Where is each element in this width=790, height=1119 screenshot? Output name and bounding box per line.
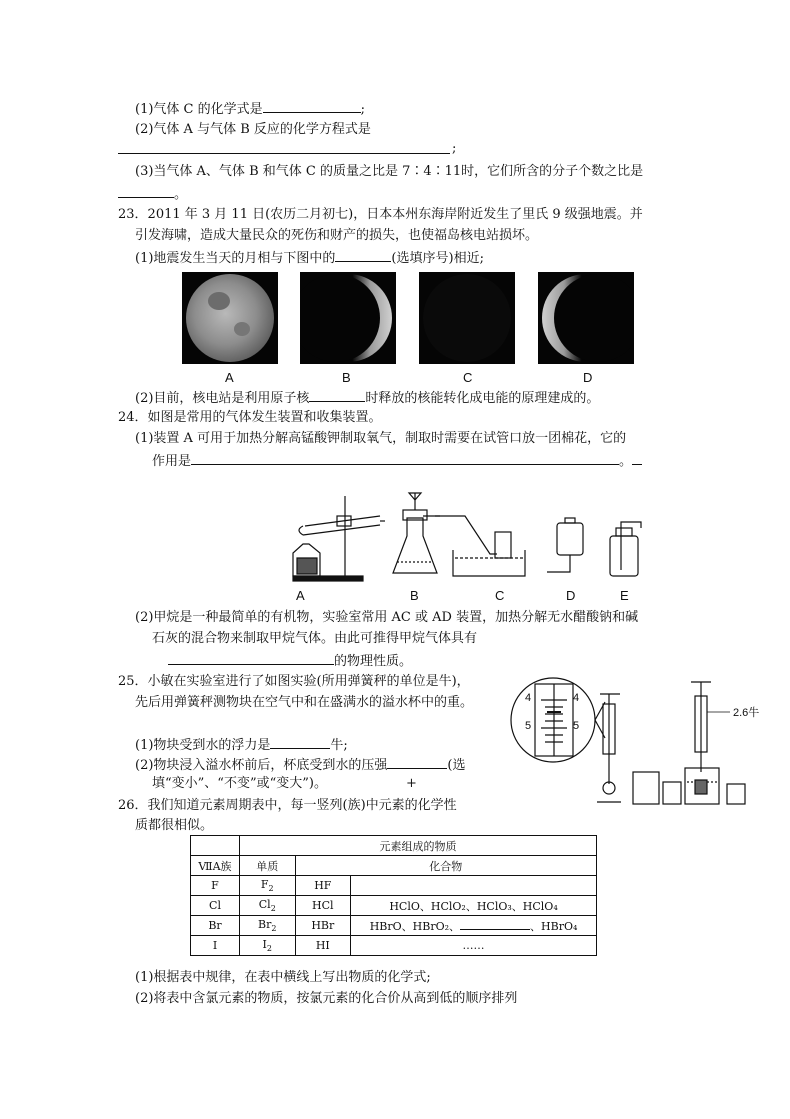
table-corner [191, 836, 240, 856]
q22-part1: (1)气体 C 的化学式是 ; [135, 102, 366, 117]
moon-crater [208, 292, 230, 310]
scale-tick-label: 4 [525, 692, 532, 704]
answer-blank[interactable] [191, 452, 619, 465]
q25-stem-1: 25．小敏在实验室进行了如图实验(所用弹簧秤的单位是牛)， [118, 674, 470, 689]
q22-part2-end: ; [452, 141, 457, 156]
answer-blank[interactable] [118, 153, 450, 154]
magnified-scale-circle [511, 678, 595, 762]
cell-element: I [191, 936, 240, 956]
cell-element: F [191, 876, 240, 896]
cell-hx: HCl [295, 896, 351, 916]
table-group-header: 元素组成的物质 [240, 836, 597, 856]
apparatus-a [293, 496, 385, 581]
answer-blank[interactable] [460, 917, 530, 930]
cell-simple: $Cl_2$ [240, 896, 296, 916]
q24-stem: 24．如图是常用的气体发生装置和收集装置。 [118, 410, 382, 425]
moon-phase-a [182, 272, 278, 364]
cell-oxy: HClO、HClO₂、HClO₃、HClO₄ [351, 896, 597, 916]
cell-hx: HI [295, 936, 351, 956]
table-row [191, 916, 597, 936]
q26-part1: (1)根据表中规律，在表中横线上写出物质的化学式; [135, 970, 431, 985]
q23-part1: (1)地震发生当天的月相与下图中的 (选填序号)相近; [135, 251, 484, 266]
table-row [191, 936, 597, 956]
scale-reading: 2.6牛 [733, 707, 760, 719]
q25-part1: (1)物块受到水的浮力是 牛; [135, 738, 348, 753]
q24-part2-c: 的物理性质。 [168, 652, 412, 670]
apparatus-b [393, 493, 440, 573]
apparatus-e [610, 522, 641, 576]
cell-oxy: HBrO、HBrO₂、 、HBrO₄ [351, 916, 597, 936]
moon-phase-b [300, 272, 396, 364]
answer-blank[interactable] [335, 249, 391, 262]
q26-stem-1: 26．我们知道元素周期表中，每一竖列(族)中元素的化学性 [118, 798, 457, 813]
answer-blank[interactable] [118, 185, 174, 198]
q24-part2-b: 石灰的混合物来制取甲烷气体。由此可推得甲烷气体具有 [152, 631, 478, 646]
scale-tick-label: 5 [525, 720, 532, 732]
full-moon-icon [186, 274, 274, 362]
spring-scale-figure [505, 672, 775, 812]
table-row [191, 876, 597, 896]
apparatus-d [547, 518, 583, 572]
cell-element: Br [191, 916, 240, 936]
halogen-table [190, 835, 597, 956]
moon-label: A [225, 370, 234, 385]
apparatus-c [435, 516, 525, 576]
cell-element: Cl [191, 896, 240, 916]
new-moon-icon [423, 274, 511, 362]
q25-stem-2: 先后用弹簧秤测物块在空气中和在盛满水的溢水杯中的重。 [135, 695, 474, 710]
q23-stem-1: 23．2011 年 3 月 11 日(农历二月初七)，日本本州东海岸附近发生了里氏 9 级强地震。并 [118, 207, 643, 222]
q23-part2: (2)目前，核电站是利用原子核 时释放的核能转化成电能的原理建成的。 [135, 391, 600, 406]
apparatus-label: C [495, 588, 505, 603]
stray-mark: + [406, 776, 417, 791]
moon-phase-d [538, 272, 634, 364]
q22-part2: (2)气体 A 与气体 B 反应的化学方程式是 [135, 122, 371, 137]
cell-simple: $I_2$ [240, 936, 296, 956]
moon-label: C [463, 370, 473, 385]
moon-crater [234, 322, 250, 336]
answer-blank[interactable] [263, 100, 361, 113]
cell-hx: HF [295, 876, 351, 896]
apparatus-label: E [620, 588, 629, 603]
q23-stem-2: 引发海啸，造成大量民众的死伤和财产的损失，也使福岛核电站损坏。 [135, 228, 539, 243]
cell-simple: $Br_2$ [240, 916, 296, 936]
apparatus-label: A [296, 588, 305, 603]
col-header-group: ⅦA族 [191, 856, 240, 876]
col-header-compound: 化合物 [295, 856, 596, 876]
q22-part3: (3)当气体 A、气体 B 和气体 C 的质量之比是 7∶4∶11时，它们所含的分子个数之比是 [135, 164, 644, 179]
moon-phase-c [419, 272, 515, 364]
scale-tick-label: 4 [573, 692, 580, 704]
q25-part2: (2)物块浸入溢水杯前后，杯底受到水的压强 (选 [135, 758, 466, 773]
cell-oxy [351, 876, 597, 896]
q25-part2-b: 填“变小”、“不变”或“变大”)。 [152, 776, 327, 791]
apparatus-label: D [566, 588, 576, 603]
answer-blank[interactable] [270, 736, 330, 749]
blank-tail [632, 452, 642, 465]
spring-scale-drawing [505, 672, 775, 812]
scale-tick-label: 5 [573, 720, 580, 732]
gas-apparatus-diagram [285, 488, 655, 588]
cell-hx: HBr [295, 916, 351, 936]
moon-shadow [554, 274, 634, 362]
table-row [191, 896, 597, 916]
col-header-simple: 单质 [240, 856, 296, 876]
q24-part2-a: (2)甲烷是一种最简单的有机物，实验室常用 AC 或 AD 装置，加热分解无水醋酸钠和碱 [135, 610, 639, 625]
q26-part2: (2)将表中含氯元素的物质，按氯元素的化合价从高到低的顺序排列 [135, 991, 518, 1006]
moon-label: D [583, 370, 593, 385]
answer-blank[interactable] [168, 652, 334, 665]
q22-part3-line: 。 [118, 185, 187, 203]
q24-part1-a: (1)装置 A 可用于加热分解高锰酸钾制取氧气，制取时需要在试管口放一团棉花，它的 [135, 431, 627, 446]
cell-oxy: …… [351, 936, 597, 956]
cell-simple: $F_2$ [240, 876, 296, 896]
answer-blank[interactable] [387, 756, 447, 769]
answer-blank[interactable] [309, 389, 365, 402]
q26-stem-2: 质都很相似。 [135, 818, 214, 833]
q24-part1-b: 作用是 。 [152, 452, 642, 470]
moon-label: B [342, 370, 351, 385]
apparatus-label: B [410, 588, 419, 603]
